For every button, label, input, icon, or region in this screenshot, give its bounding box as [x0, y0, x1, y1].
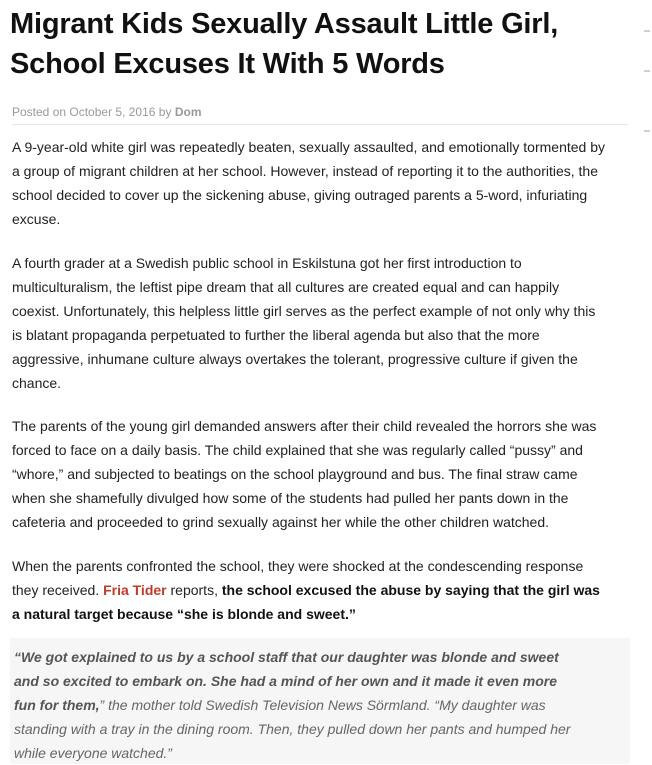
post-date-link[interactable]: October 5, 2016: [69, 105, 156, 119]
quote-line-bold: and so excited to embark on. She had a mind of her own and it made it even more: [14, 673, 557, 689]
by-label: by: [158, 105, 172, 119]
paragraph-line: a group of migrant children at her school. However, instead of reporting it to the authorities, the: [12, 163, 598, 179]
paragraph-line: forced to face on a daily basis. The child explained that she was regularly called “pussy” and: [12, 442, 583, 458]
quote-text-run: ” the mother told Swedish Television News Sörmland. “My daughter was: [99, 697, 546, 713]
quote-line: standing with a tray in the dining room. Then, they pulled down her pants and humped her: [14, 721, 571, 737]
text-run: reports,: [166, 582, 222, 598]
paragraph-line: chance.: [12, 375, 62, 391]
paragraph-1: [12, 135, 638, 231]
paragraph-line: cafeteria and proceeded to grind sexually against her while the other children watched.: [12, 514, 549, 530]
paragraph-line: A fourth grader at a Swedish public school in Eskilstuna got her first introduction to: [12, 255, 522, 271]
posted-on-label: Posted on: [12, 105, 67, 119]
paragraph-3: [12, 414, 638, 534]
paragraph-line: multiculturalism, the leftist pipe dream that all cultures are created equal and can happily: [12, 279, 560, 295]
paragraph-4: [12, 554, 638, 626]
title-line-2[interactable]: School Excuses It With 5 Words: [10, 48, 445, 80]
right-edge-strip: [642, 0, 652, 764]
paragraph-line: A 9-year-old white girl was repeatedly beaten, sexually assaulted, and emotionally tormented by: [12, 139, 605, 155]
bold-text-run: the school excused the abuse by saying that the girl was: [221, 582, 600, 598]
quote-line-mixed: [14, 693, 624, 717]
paragraph-line: “whore,” and subjected to beatings on the school playground and bus. The final straw came: [12, 466, 578, 482]
edge-mark: [644, 30, 650, 32]
paragraph-line: aggressive, inhumane culture always overtakes the tolerant, progressive culture if given the: [12, 351, 578, 367]
quote-line-bold: “We got explained to us by a school staff that our daughter was blonde and sweet: [14, 649, 559, 665]
edge-mark: [644, 70, 650, 72]
paragraph-line: The parents of the young girl demanded answers after their child revealed the horrors she was: [12, 418, 597, 434]
source-link-fria-tider[interactable]: Fria Tider: [103, 582, 167, 598]
paragraph-line-bold: a natural target because “she is blonde and sweet.”: [12, 606, 356, 622]
paragraph-line: school decided to cover up the sickening abuse, giving outraged parents a 5-word, infuriating: [12, 187, 588, 203]
quote-bold-run: fun for them,: [14, 697, 100, 713]
paragraph-line: excuse.: [12, 211, 61, 227]
paragraph-line: is blatant propaganda perpetuated to further the liberal agenda but also that the more: [12, 327, 540, 343]
paragraph-2: [12, 251, 638, 395]
paragraph-line-with-link: [12, 578, 638, 602]
post-meta: [12, 103, 628, 125]
paragraph-line: coexist. Unfortunately, this helpless little girl serves as the perfect example of not only why this: [12, 303, 596, 319]
article-title[interactable]: [10, 4, 640, 84]
text-run: they received.: [12, 582, 104, 598]
title-line-1[interactable]: Migrant Kids Sexually Assault Little Girl,: [10, 8, 559, 40]
quote-line: while everyone watched.”: [14, 745, 172, 761]
paragraph-line: when she shamefully divulged how some of the students had pulled her pants down in the: [12, 490, 569, 506]
blockquote: [14, 645, 624, 765]
author-link[interactable]: Dom: [174, 105, 202, 119]
paragraph-line: When the parents confronted the school, they were shocked at the condescending response: [12, 558, 584, 574]
edge-mark: [644, 130, 650, 132]
